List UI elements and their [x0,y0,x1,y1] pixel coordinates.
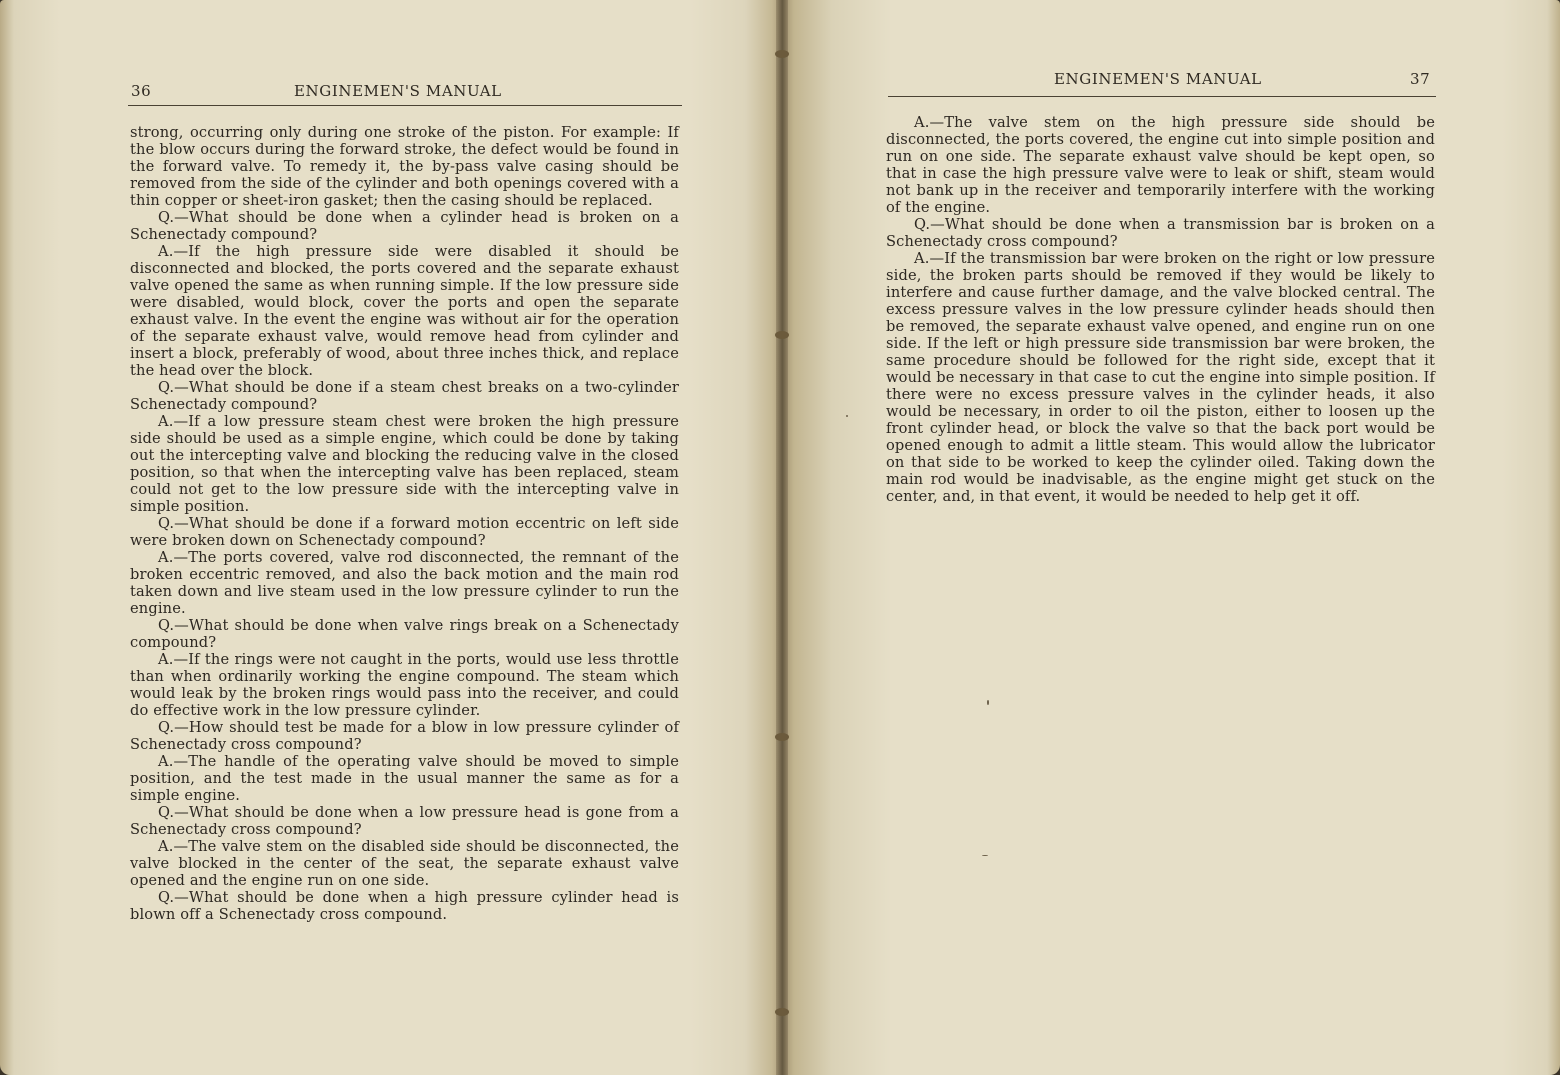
left-header-rule [128,105,682,106]
right-running-head: ENGINEMEN'S MANUAL [1054,70,1262,88]
right-text-body [886,114,1435,505]
answer: A.—The handle of the operating valve should be moved to simple position, and the test made in the usual manner the same as for a simple engine. [130,753,679,804]
answer: A.—The valve stem on the disabled side should be disconnected, the valve blocked in the center of the seat, the separate exhaust valve opened and the engine run on one side. [130,838,679,889]
left-running-head: ENGINEMEN'S MANUAL [294,82,502,100]
answer: A.—If the transmission bar were broken on the right or low pressure side, the broken parts should be removed if they would be likely to interfere and cause further damage, and the valve blocked central. The excess pressure valves in the low pressure cylinder heads should then be removed, the separate exhaust valve opened, and engine run on one side. If the left or high pressure side transmission bar were broken, the same procedure should be followed for the right side, except that it would be necessary in that case to cut the engine into simple position. If there were no excess pressure valves in the cylinder heads, it also would be necessary, in order to oil the piston, either to loosen up the front cylinder head, or block the valve so that the back port would be opened enough to admit a little steam. This would allow the lubricator on that side to be worked to keep the cylinder oiled. Taking down the main rod would be inadvisable, as the engine might get stuck on the center, and, in that event, it would be needed to help get it off. [886,250,1435,505]
question: Q.—What should be done if a forward motion eccentric on left side were broken down on Schenectady compound? [130,515,679,549]
answer: A.—If the rings were not caught in the ports, would use less throttle than when ordinarily working the engine compound. The steam which would leak by the broken rings would pass into the receiver, and could do effective work in the low pressure cylinder. [130,651,679,719]
paragraph: strong, occurring only during one stroke of the piston. For example: If the blow occurs during the forward stroke, the defect would be found in the forward valve. To remedy it, the by-pass valve casing should be removed from the side of the cylinder and both openings covered with a thin copper or sheet-iron gasket; then the casing should be replaced. [130,124,679,209]
binding-stitch [775,50,789,58]
left-text-body [130,124,679,923]
answer: A.—If a low pressure steam chest were broken the high pressure side should be used as a simple engine, which could be done by taking out the intercepting valve and blocking the reducing valve in the closed position, so that when the intercepting valve has been replaced, steam could not get to the low pressure side with the intercepting valve in simple position. [130,413,679,515]
question: Q.—What should be done when a cylinder head is broken on a Schenectady compound? [130,209,679,243]
binding-stitch [775,1008,789,1016]
question: Q.—How should test be made for a blow in low pressure cylinder of Schenectady cross compound? [130,719,679,753]
answer: A.—The valve stem on the high pressure side should be disconnected, the ports covered, the engine cut into simple position and run on one side. The separate exhaust valve should be kept open, so that in case the high pressure valve were to leak or shift, steam would not bank up in the receiver and temporarily interfere with the working of the engine. [886,114,1435,216]
paper-speck [987,700,989,705]
paper-speck [846,415,848,417]
left-page-number: 36 [131,82,152,100]
question: Q.—What should be done when valve rings break on a Schenectady compound? [130,617,679,651]
question: Q.—What should be done when a high pressure cylinder head is blown off a Schenectady cross compound. [130,889,679,923]
right-page-number: 37 [1410,70,1431,88]
answer: A.—If the high pressure side were disabled it should be disconnected and blocked, the ports covered and the separate exhaust valve opened the same as when running simple. If the low pressure side were disabled, would block, cover the ports and open the separate exhaust valve. In the event the engine was without air for the operation of the separate exhaust valve, would remove head from cylinder and insert a block, preferably of wood, about three inches thick, and replace the head over the block. [130,243,679,379]
question: Q.—What should be done when a transmission bar is broken on a Schenectady cross compound? [886,216,1435,250]
answer: A.—The ports covered, valve rod disconnected, the remnant of the broken eccentric removed, and also the back motion and the main rod taken down and live steam used in the low pressure cylinder to run the engine. [130,549,679,617]
question: Q.—What should be done if a steam chest breaks on a two-cylinder Schenectady compound? [130,379,679,413]
book-gutter [776,0,788,1075]
question: Q.—What should be done when a low pressure head is gone from a Schenectady cross compound? [130,804,679,838]
paper-speck [982,855,988,856]
right-header-rule [888,96,1436,97]
binding-stitch [775,733,789,741]
right-page [782,0,1560,1075]
binding-stitch [775,331,789,339]
